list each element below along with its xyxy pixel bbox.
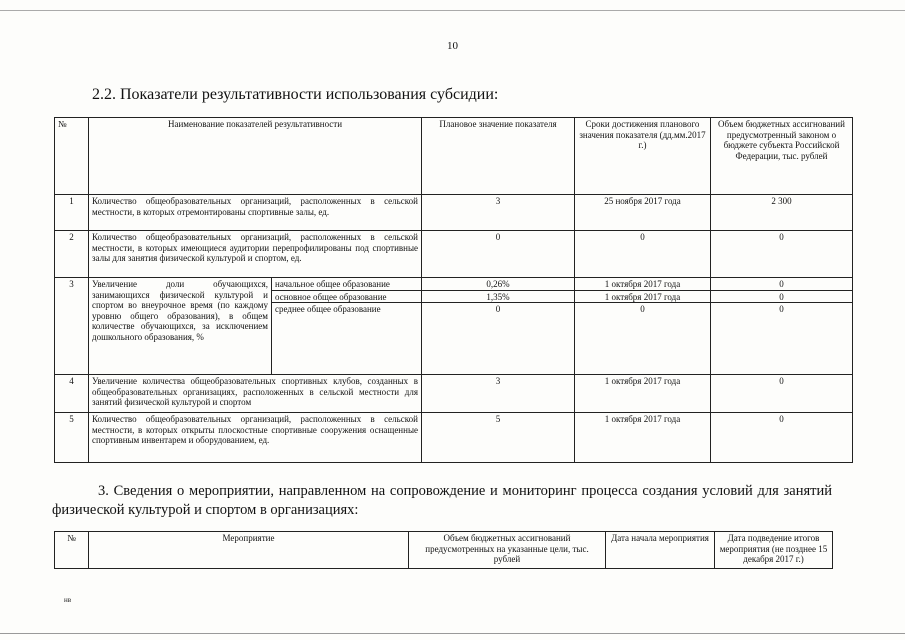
table-row: [55, 413, 853, 463]
header-indicator-name: Наименование показателей результативности: [89, 118, 422, 195]
header-start-date: Дата начала мероприятия: [606, 532, 715, 569]
row-planned: 3: [422, 195, 575, 231]
section-3-title: 3. Сведения о мероприятии, направленном на сопровождение и мониторинг процесса создания условий для занятий физической культурой и спортом в организациях:: [52, 483, 832, 518]
table-row: [55, 278, 853, 291]
row-budget: 0: [711, 290, 853, 303]
education-level: среднее общее образование: [272, 303, 422, 375]
row-budget: 0: [711, 231, 853, 278]
footer-mark: нв: [64, 596, 72, 604]
row-num: 5: [55, 413, 89, 463]
header-event: Мероприятие: [89, 532, 409, 569]
row-deadline: 1 октября 2017 года: [575, 413, 711, 463]
header-planned-value: Плановое значение показателя: [422, 118, 575, 195]
education-level: основное общее образование: [272, 290, 422, 303]
row-planned: 5: [422, 413, 575, 463]
table-row: [55, 231, 853, 278]
row-planned: 1,35%: [422, 290, 575, 303]
row-indicator: Количество общеобразовательных организаций, расположенных в сельской местности, в которых имеющиеся аудитории перепрофилированы под спортивные залы для занятия физической культурой и спортом, ед.: [89, 231, 422, 278]
row-deadline: 1 октября 2017 года: [575, 278, 711, 291]
table2-header-row: [55, 532, 833, 569]
page-number: 10: [447, 40, 458, 52]
row-planned: 0: [422, 231, 575, 278]
row-deadline: 1 октября 2017 года: [575, 290, 711, 303]
row-planned: 0,26%: [422, 278, 575, 291]
row-indicator: Увеличение доли обучающихся, занимающихся физической культурой и спортом во внеурочное время (по каждому уровню общего образования), в общем количестве обучающихся, за исключением дошкольного образования, %: [89, 278, 272, 375]
header-budget: Объем бюджетных ассигнований предусмотренный законом о бюджете субъекта Российской Федерации, тыс. рублей: [711, 118, 853, 195]
row-planned: 0: [422, 303, 575, 375]
top-scan-edge-line: [0, 10, 905, 11]
row-num: 2: [55, 231, 89, 278]
results-indicators-table: [54, 117, 853, 463]
table-row: [55, 375, 853, 413]
bottom-scan-edge-line: [0, 633, 905, 634]
row-num: 3: [55, 278, 89, 375]
row-budget: 0: [711, 375, 853, 413]
row-planned: 3: [422, 375, 575, 413]
header-num: №: [55, 118, 89, 195]
row-deadline: 0: [575, 231, 711, 278]
row-num: 4: [55, 375, 89, 413]
row-indicator: Увеличение количества общеобразовательных спортивных клубов, созданных в общеобразовательных организациях, расположенных в сельской местности для занятий физической культурой и спортом: [89, 375, 422, 413]
header-deadline: Сроки достижения планового значения показателя (дд.мм.2017 г.): [575, 118, 711, 195]
row-budget: 0: [711, 303, 853, 375]
row-deadline: 0: [575, 303, 711, 375]
row-num: 1: [55, 195, 89, 231]
header-budget: Объем бюджетных ассигнований предусмотренных на указанные цели, тыс. рублей: [409, 532, 606, 569]
header-end-date: Дата подведение итогов мероприятия (не позднее 15 декабря 2017 г.): [715, 532, 833, 569]
row-budget: 2 300: [711, 195, 853, 231]
row-deadline: 25 ноября 2017 года: [575, 195, 711, 231]
table1-header-row: [55, 118, 853, 195]
row-deadline: 1 октября 2017 года: [575, 375, 711, 413]
row-indicator: Количество общеобразовательных организаций, расположенных в сельской местности, в которых открыты плоскостные спортивные сооружения оснащенные спортивным инвентарем и оборудованием, ед.: [89, 413, 422, 463]
header-num: №: [55, 532, 89, 569]
row-indicator: Количество общеобразовательных организаций, расположенных в сельской местности, в которых отремонтированы спортивные залы, ед.: [89, 195, 422, 231]
section-2-2-title: 2.2. Показатели результативности использования субсидии:: [92, 86, 499, 103]
event-monitoring-table: [54, 531, 833, 569]
row-budget: 0: [711, 278, 853, 291]
row-budget: 0: [711, 413, 853, 463]
education-level: начальное общее образование: [272, 278, 422, 291]
table-row: [55, 195, 853, 231]
